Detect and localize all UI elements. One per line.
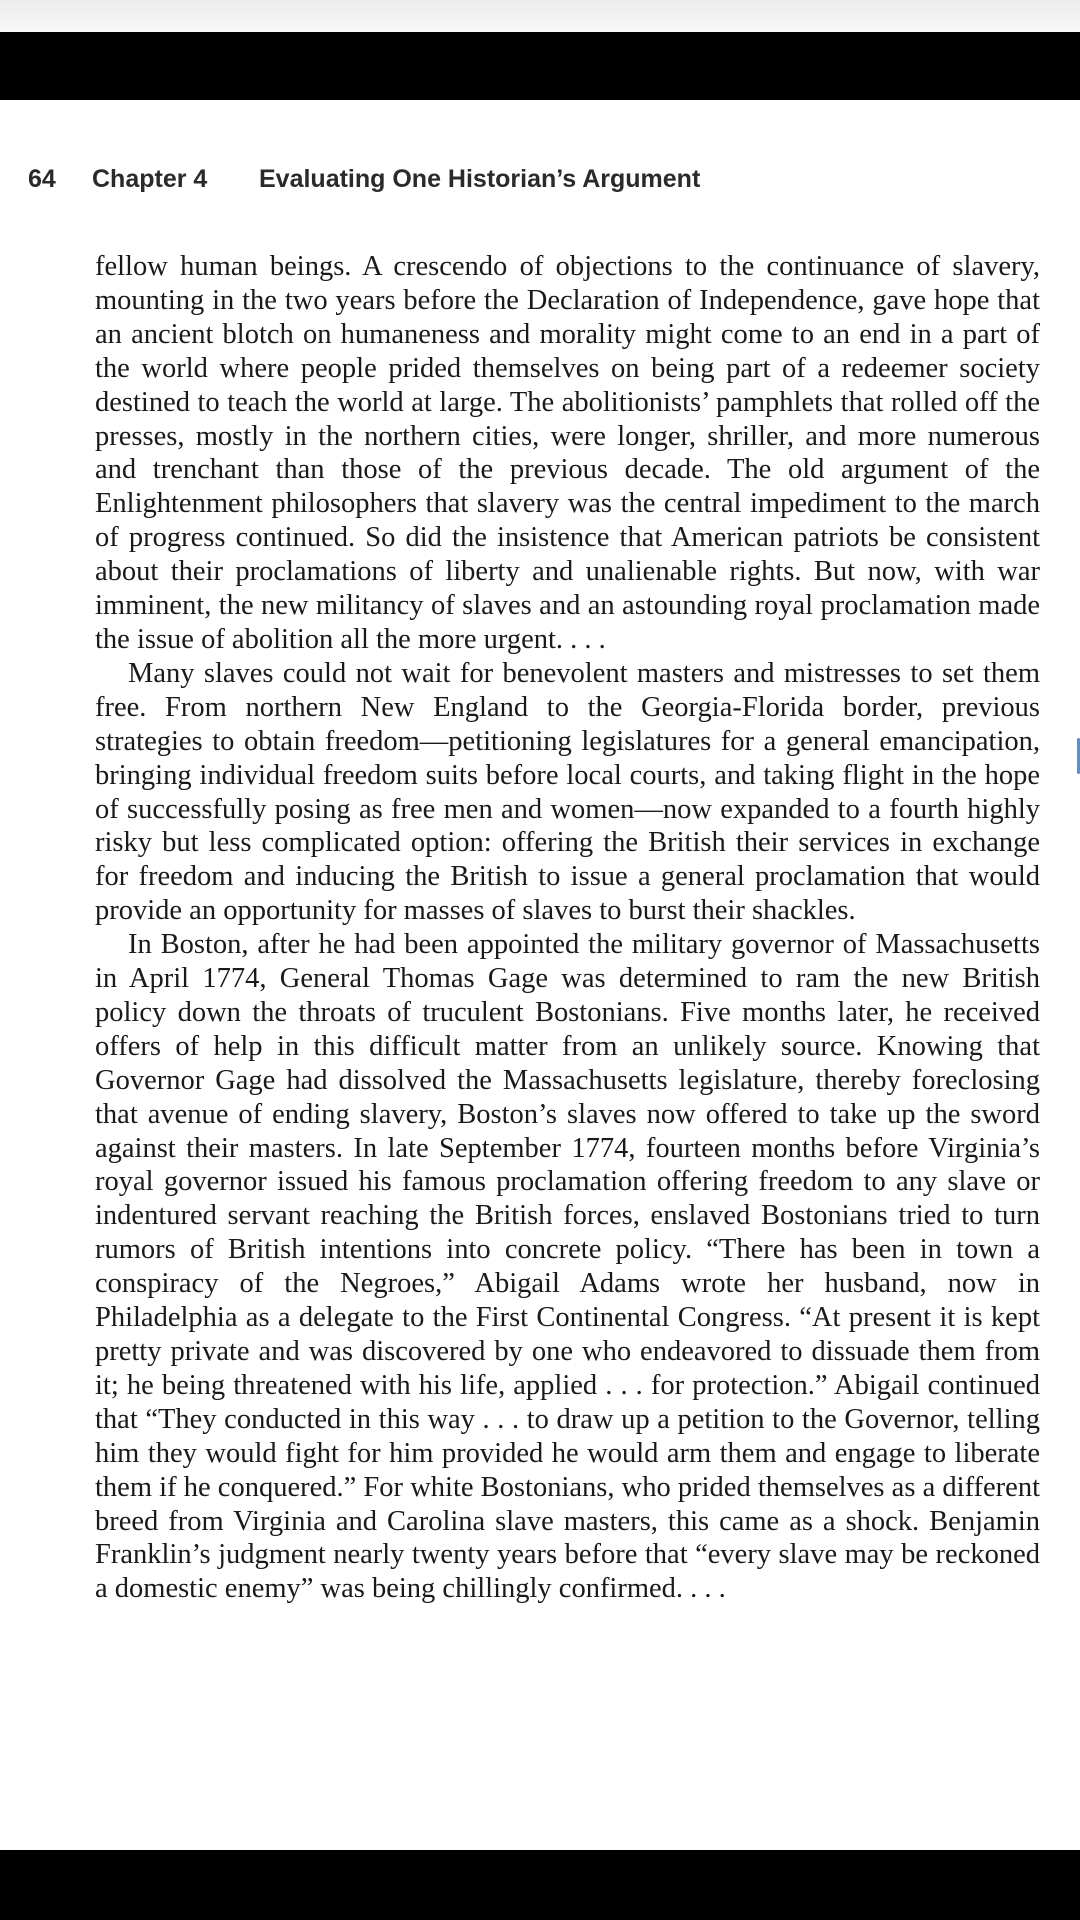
bottom-black-bar — [0, 1850, 1080, 1920]
paragraph: In Boston, after he had been appointed the military governor of Massachusetts in April 1774, General Thomas Gage was determined to ram the new British policy down the throats of truculent Bostonians. Five months later, he received offers of help in this difficult matter from an unlikely source. Knowing that Governor Gage had dissolved the Massachusetts legislature, thereby foreclosing that avenue of ending slavery, Boston’s slaves now offered to take up the sword against their masters. In late September 1774, fourteen months before Virginia’s royal governor issued his famous proclamation offering freedom to any slave or indentured servant reaching the British forces, enslaved Bostonians tried to turn rumors of British intentions into concrete policy. “There has been in town a conspiracy of the Negroes,” Abigail Adams wrote her husband, now in Philadelphia as a delegate to the First Continental Congress. “At present it is kept pretty private and was discovered by one who endeavored to dissuade them from it; he being threatened with his life, applied . . . for protection.” Abigail continued that “They conducted in this way . . . to draw up a petition to the Governor, telling him they would fight for him provided he would arm them and engage to liberate them if he conquered.” For white Bostonians, who prided themselves as a different breed from Virginia and Carolina slave masters, this came as a shock. Benjamin Franklin’s judgment nearly twenty years before that “every slave may be reckoned a domestic enemy” was being chillingly confirmed. . . . — [95, 929, 1040, 1605]
paragraph: Many slaves could not wait for benevolent masters and mistresses to set them free. From northern New England to the Georgia-Florida border, previous strategies to obtain freedom—petitioning legislatures for a general emancipation, bringing individual freedom suits before local courts, and taking flight in the hope of successfully posing as free men and women—now expanded to a fourth highly risky but less complicated option: offering the British their services in exchange for freedom and inducing the British to issue a general proclamation that would provide an opportunity for masses of slaves to burst their shackles. — [95, 657, 1040, 927]
page-number: 64 — [28, 165, 56, 193]
running-head — [28, 165, 1040, 194]
top-black-bar — [0, 32, 1080, 100]
paragraph: fellow human beings. A crescendo of objections to the continuance of slavery, mounting in the two years before the Declaration of Independence, gave hope that an ancient blotch on humaneness and morality might come to an end in a part of the world where people prided themselves on being part of a redeemer society destined to teach the world at large. The abolitionists’ pamphlets that rolled off the presses, mostly in the northern cities, were longer, shriller, and more numerous and trenchant than those of the previous decade. The old argument of the Enlightenment philosophers that slavery was the central impediment to the march of progress continued. So did the insistence that American patriots be consistent about their proclamations of liberty and unalienable rights. But now, with war imminent, the new militancy of slaves and an astounding royal proclamation made the issue of abolition all the more urgent. . . . — [95, 251, 1040, 655]
body-text — [95, 250, 1040, 1606]
chapter-label: Chapter 4 — [92, 165, 208, 193]
chapter-title: Evaluating One Historian’s Argument — [259, 165, 701, 193]
book-page — [0, 100, 1080, 1850]
status-bar-area — [0, 0, 1080, 32]
